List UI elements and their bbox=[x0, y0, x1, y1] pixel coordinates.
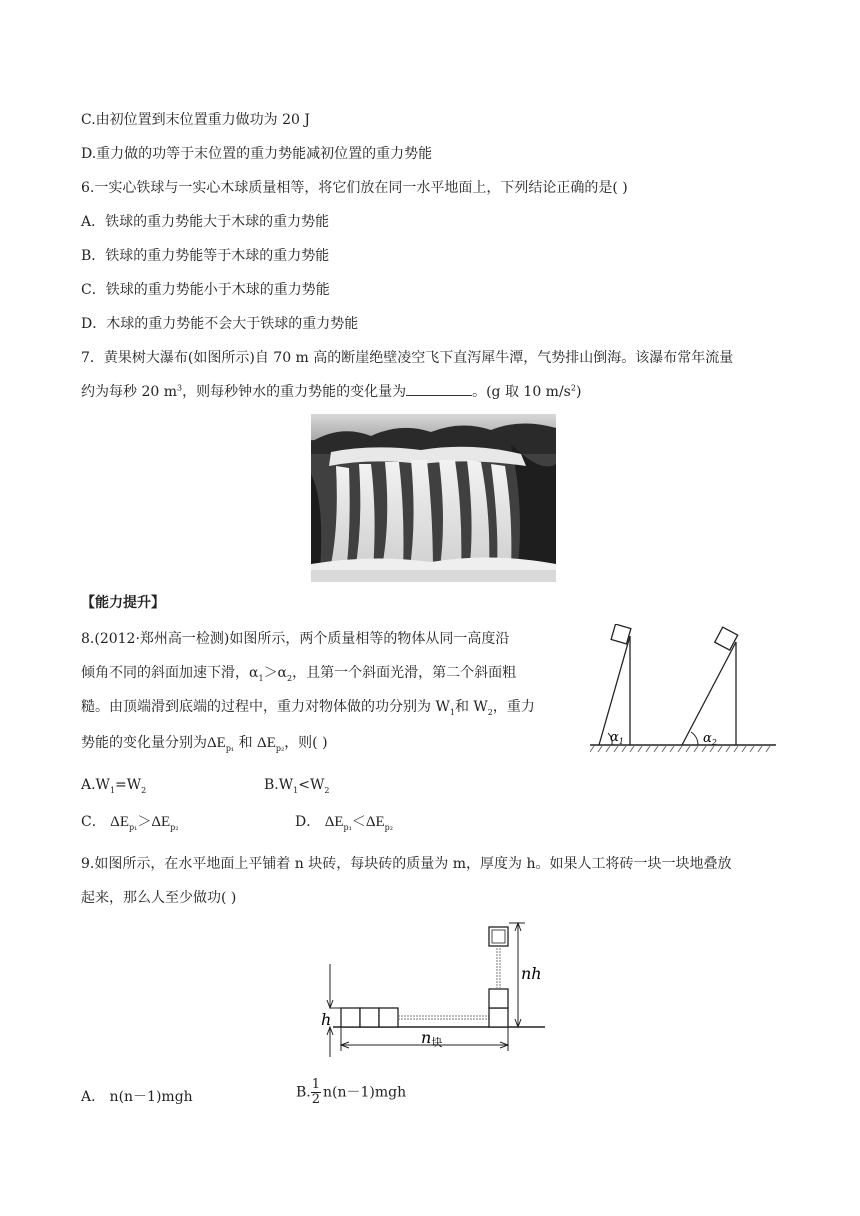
answer-blank[interactable] bbox=[406, 383, 472, 396]
q8-option-a: $A.W_1=W_2$ bbox=[81, 777, 147, 795]
question-6-stem: 6.一实心铁球与一实心木球质量相等，将它们放在同一水平地面上，下列结论正确的是( ) bbox=[81, 180, 628, 196]
q8-option-c: C． $\Delta E_{p_1}>\Delta E_{p_2}$ bbox=[81, 814, 179, 832]
n-label: n块 bbox=[421, 1028, 443, 1049]
q8-option-b: $B.W_1<W_2$ bbox=[264, 777, 330, 795]
question-7-line-2: 约为每秒 20 $m^3$，则每秒钟水的重力势能的变化量为 。(g 取 10 $m/s^2$) bbox=[81, 383, 582, 400]
question-8-line-3: 糙。由顶端滑到底端的过程中，重力对物体做的功分别为 $W_1$和 $W_2$，重力 bbox=[81, 699, 535, 717]
question-6-option-c: C．铁球的重力势能小于木球的重力势能 bbox=[81, 282, 330, 298]
question-8-line-2: 倾角不同的斜面加速下滑，$\alpha_1>\alpha_2$，且第一个斜面光滑，第二个斜面粗 bbox=[81, 665, 517, 683]
question-9-line-1: 9.如图所示，在水平地面上平铺着 n 块砖，每块砖的质量为 m，厚度为 h。如果人工将砖一块一块地叠放 bbox=[81, 856, 732, 872]
question-6-option-b: B．铁球的重力势能等于木球的重力势能 bbox=[81, 248, 330, 264]
h-label: h bbox=[321, 1010, 332, 1029]
q8-option-d: D． $\Delta E_{p_1}<\Delta E_{p_2}$ bbox=[295, 814, 393, 832]
question-8-options-cd bbox=[81, 813, 393, 832]
question-9-line-2: 起来，那么人至少做功( ) bbox=[81, 890, 237, 906]
inclines-figure bbox=[590, 624, 776, 764]
alpha2-label: $\alpha_2$ bbox=[703, 731, 717, 747]
question-6-option-a: A．铁球的重力势能大于木球的重力势能 bbox=[81, 214, 330, 230]
question-8-line-4: 势能的变化量分别为$\Delta E_{p_1}$ 和 $\Delta E_{p_2}$，则( ) bbox=[81, 735, 328, 753]
question-8-line-1: 8.(2012·郑州高一检测)如图所示，两个质量相等的物体从同一高度沿 bbox=[81, 631, 510, 647]
alpha1-label: $\alpha_1$ bbox=[610, 730, 624, 746]
question-8-options-ab bbox=[81, 776, 330, 795]
fraction-one-half: $\frac{1}{2}$ bbox=[311, 1077, 321, 1107]
option-c-prev: C.由初位置到末位置重力做功为 20 J bbox=[81, 112, 310, 128]
waterfall-photo bbox=[311, 414, 556, 582]
nh-label: nh bbox=[521, 964, 542, 983]
section-title: 【能力提升】 bbox=[81, 595, 165, 611]
option-d-prev: D.重力做的功等于末位置的重力势能减初位置的重力势能 bbox=[81, 146, 433, 162]
question-9-option-a: A． n(n－1)mgh bbox=[81, 1089, 193, 1105]
question-7-line-1: 7．黄果树大瀑布(如图所示)自 70 m 高的断崖绝壁凌空飞下直泻犀牛潭，气势排山倒海。该瀑布常年流量 bbox=[81, 350, 734, 366]
bricks-figure bbox=[313, 915, 545, 1063]
question-6-option-d: D．木球的重力势能不会大于铁球的重力势能 bbox=[81, 316, 359, 332]
question-9-option-b: B. $\frac{1}{2}$ n(n－1)mgh bbox=[296, 1077, 407, 1107]
